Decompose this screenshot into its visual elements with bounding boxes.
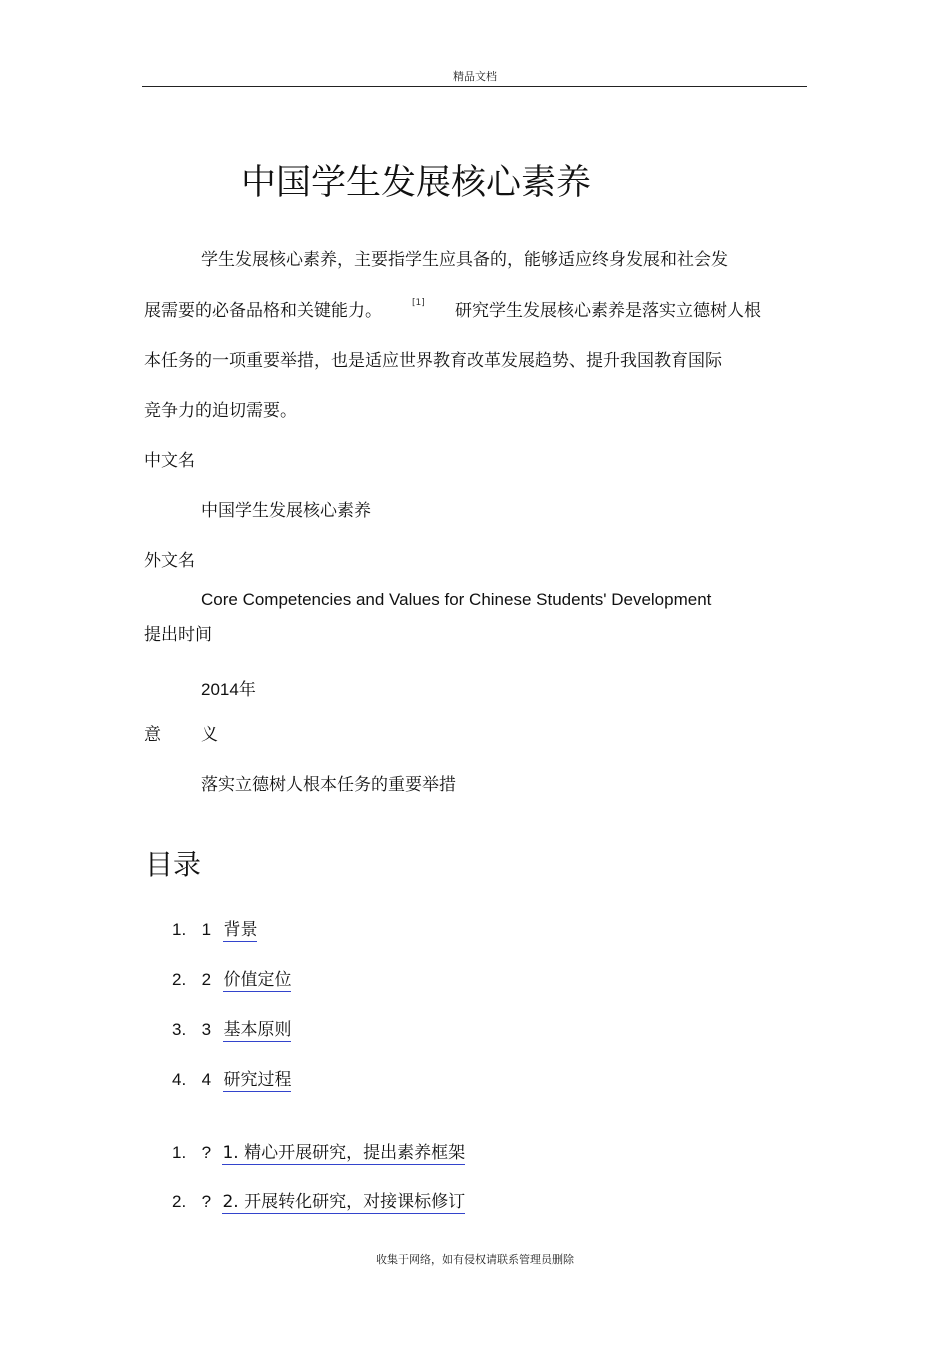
toc-link-curriculum-revision[interactable]: 2. 开展转化研究，对接课标修订 — [222, 1192, 466, 1212]
toc-item-number: 1. — [172, 920, 187, 939]
toc-subitem-number: 1. — [172, 1143, 187, 1162]
chinese-name-value: 中国学生发展核心素养 — [201, 501, 371, 521]
toc-subitem-marker: ? — [201, 1143, 212, 1162]
intro-line-3: 本任务的一项重要举措，也是适应世界教育改革发展趋势、提升我国教育国际 — [144, 351, 722, 371]
toc-link-research-process[interactable]: 研究过程 — [223, 1070, 292, 1090]
toc-link-research-framework[interactable]: 1. 精心开展研究，提出素养框架 — [222, 1143, 466, 1163]
meaning-value: 落实立德树人根本任务的重要举措 — [201, 775, 456, 795]
foreign-name-label: 外文名 — [144, 551, 195, 571]
toc-subitem-marker: ? — [201, 1192, 212, 1211]
toc-item-number: 2. — [172, 970, 187, 989]
toc-link-value-positioning[interactable]: 价值定位 — [223, 970, 292, 990]
page-footer: 收集于网络，如有侵权请联系管理员删除 — [376, 1253, 574, 1266]
toc-item — [172, 970, 291, 990]
toc-subitem — [172, 1143, 465, 1163]
toc-item — [172, 1070, 291, 1090]
intro-line-2a: 展需要的必备品格和关键能力。 — [144, 301, 382, 321]
toc-link-background[interactable]: 背景 — [223, 920, 258, 940]
toc-item-subnumber: 3 — [201, 1020, 212, 1039]
toc-heading: 目录 — [145, 848, 202, 881]
toc-link-basic-principles[interactable]: 基本原则 — [223, 1020, 292, 1040]
reference-link[interactable]: [1] — [412, 298, 425, 308]
intro-line-2b: 研究学生发展核心素养是落实立德树人根 — [455, 301, 761, 321]
intro-line-4: 竞争力的迫切需要。 — [144, 401, 297, 421]
toc-item-subnumber: 2 — [201, 970, 212, 989]
toc-item — [172, 920, 257, 940]
toc-item — [172, 1020, 291, 1040]
toc-item-subnumber: 4 — [201, 1070, 212, 1089]
toc-item-number: 4. — [172, 1070, 187, 1089]
page-title: 中国学生发展核心素养 — [241, 163, 592, 203]
toc-item-subnumber: 1 — [201, 920, 212, 939]
toc-subitem — [172, 1192, 465, 1212]
time-label: 提出时间 — [144, 625, 212, 645]
intro-line-1: 学生发展核心素养，主要指学生应具备的，能够适应终身发展和社会发 — [201, 250, 728, 270]
foreign-name-value: Core Competencies and Values for Chinese Students' Development — [201, 590, 712, 609]
meaning-label-1: 意 — [144, 725, 161, 745]
chinese-name-label: 中文名 — [144, 451, 195, 471]
toc-item-number: 3. — [172, 1020, 187, 1039]
header-divider — [142, 86, 807, 87]
page-header: 精品文档 — [453, 70, 497, 83]
time-value: 2014年 — [201, 680, 256, 699]
meaning-label-2: 义 — [201, 725, 218, 745]
toc-subitem-number: 2. — [172, 1192, 187, 1211]
